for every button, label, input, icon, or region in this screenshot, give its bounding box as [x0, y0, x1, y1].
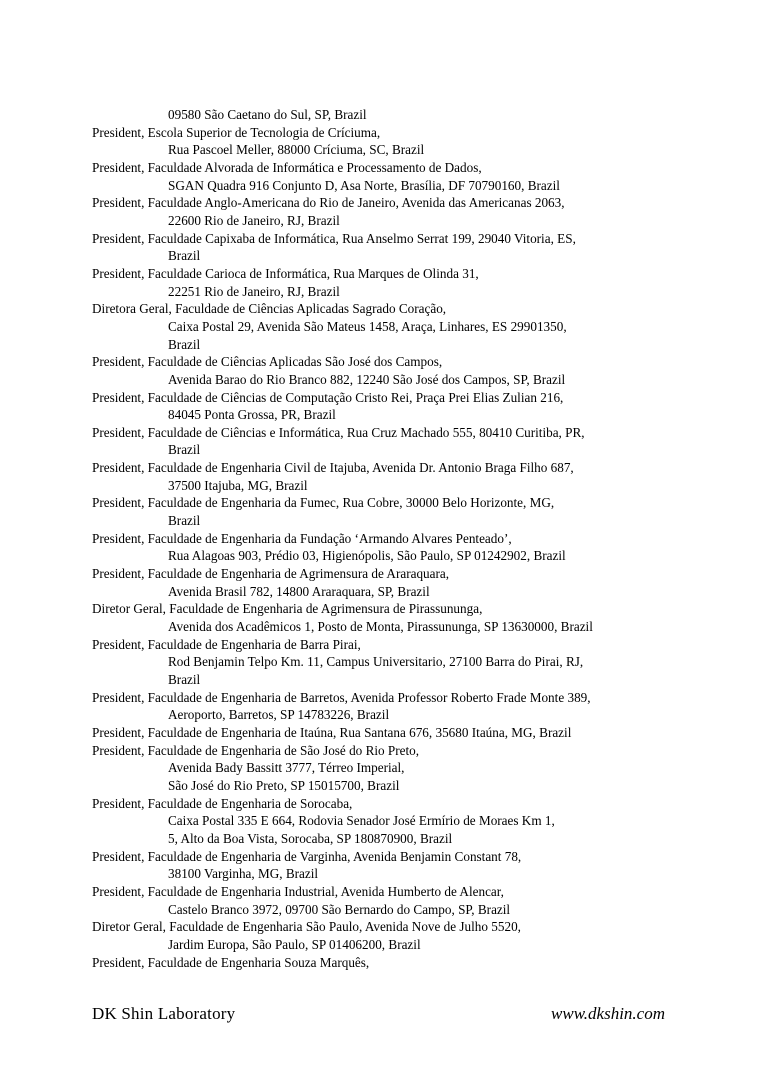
address-continuation-line: Jardim Europa, São Paulo, SP 01406200, Brazil	[168, 936, 421, 952]
entry-heading-line: President, Faculdade de Engenharia de Barra Pirai,	[92, 636, 361, 652]
entry-heading-line: President, Faculdade de Engenharia da Fumec, Rua Cobre, 30000 Belo Horizonte, MG,	[92, 495, 555, 511]
address-continuation-line: Castelo Branco 3972, 09700 São Bernardo do Campo, SP, Brazil	[168, 901, 511, 917]
address-continuation-line: Brazil	[168, 248, 201, 264]
address-continuation-line: 84045 Ponta Grossa, PR, Brazil	[168, 407, 336, 423]
address-continuation-line: Caixa Postal 335 E 664, Rodovia Senador José Ermírio de Moraes Km 1,	[168, 813, 555, 829]
entry-heading-line: President, Faculdade de Engenharia de Barretos, Avenida Professor Roberto Frade Monte 389,	[92, 689, 591, 705]
footer-publisher: DK Shin Laboratory	[92, 1004, 236, 1023]
address-continuation-line: 22251 Rio de Janeiro, RJ, Brazil	[168, 283, 340, 299]
address-continuation-line: 38100 Varginha, MG, Brazil	[168, 866, 319, 882]
entry-heading-line: President, Faculdade de Engenharia Industrial, Avenida Humberto de Alencar,	[92, 883, 504, 899]
entry-heading-line: President, Faculdade Alvorada de Informática e Processamento de Dados,	[92, 159, 482, 175]
address-continuation-line: Avenida Bady Bassitt 3777, Térreo Imperial,	[168, 760, 405, 776]
address-continuation-line: 22600 Rio de Janeiro, RJ, Brazil	[168, 212, 340, 228]
entry-heading-line: President, Faculdade de Engenharia de Itaúna, Rua Santana 676, 35680 Itaúna, MG, Brazil	[92, 724, 572, 740]
address-continuation-line: Brazil	[168, 442, 201, 458]
entry-heading-line: Diretor Geral, Faculdade de Engenharia de Agrimensura de Pirassununga,	[92, 601, 483, 617]
entry-heading-line: President, Faculdade Carioca de Informática, Rua Marques de Olinda 31,	[92, 265, 479, 281]
entry-heading-line: President, Faculdade de Ciências de Computação Cristo Rei, Praça Prei Elias Zulian 216,	[92, 389, 564, 405]
address-continuation-line: 37500 Itajuba, MG, Brazil	[168, 477, 308, 493]
entry-heading-line: Diretora Geral, Faculdade de Ciências Aplicadas Sagrado Coração,	[92, 301, 447, 317]
entry-heading-line: President, Escola Superior de Tecnologia de Críciuma,	[92, 124, 381, 140]
entry-heading-line: President, Faculdade Capixaba de Informática, Rua Anselmo Serrat 199, 29040 Vitoria, ES,	[92, 230, 576, 246]
address-continuation-line: 09580 São Caetano do Sul, SP, Brazil	[168, 107, 367, 122]
entry-heading-line: President, Faculdade de Engenharia da Fundação ‘Armando Alvares Penteado’,	[92, 530, 512, 546]
address-continuation-line: Brazil	[168, 336, 201, 352]
address-continuation-line: Rua Alagoas 903, Prédio 03, Higienópolis, São Paulo, SP 01242902, Brazil	[168, 548, 566, 564]
footer-website: www.dkshin.com	[551, 1004, 665, 1023]
address-list	[92, 106, 732, 971]
address-continuation-line: 5, Alto da Boa Vista, Sorocaba, SP 180870900, Brazil	[168, 830, 453, 846]
address-continuation-line: São José do Rio Preto, SP 15015700, Brazil	[168, 777, 400, 793]
address-continuation-line: Rua Pascoel Meller, 88000 Críciuma, SC, Brazil	[168, 142, 425, 158]
entry-heading-line: Diretor Geral, Faculdade de Engenharia São Paulo, Avenida Nove de Julho 5520,	[92, 919, 521, 935]
address-continuation-line: SGAN Quadra 916 Conjunto D, Asa Norte, Brasília, DF 70790160, Brazil	[168, 177, 560, 193]
address-continuation-line: Brazil	[168, 672, 201, 687]
entry-heading-line: President, Faculdade Anglo-Americana do Rio de Janeiro, Avenida das Americanas 2063,	[92, 195, 565, 211]
entry-heading-line: President, Faculdade de Ciências Aplicadas São José dos Campos,	[92, 354, 443, 370]
entry-heading-line: President, Faculdade de Ciências e Informática, Rua Cruz Machado 555, 80410 Curitiba, PR,	[92, 424, 585, 440]
address-continuation-line: Aeroporto, Barretos, SP 14783226, Brazil	[168, 707, 390, 723]
entry-heading-line: President, Faculdade de Engenharia de Agrimensura de Araraquara,	[92, 566, 450, 582]
entry-heading-line: President, Faculdade de Engenharia Souza Marquês,	[92, 954, 370, 970]
entry-heading-line: President, Faculdade de Engenharia Civil de Itajuba, Avenida Dr. Antonio Braga Filho 687,	[92, 460, 574, 476]
address-continuation-line: Avenida Brasil 782, 14800 Araraquara, SP, Brazil	[168, 583, 430, 599]
entry-heading-line: President, Faculdade de Engenharia de Varginha, Avenida Benjamin Constant 78,	[92, 848, 522, 864]
address-continuation-line: Brazil	[168, 513, 201, 529]
entry-heading-line: President, Faculdade de Engenharia de Sorocaba,	[92, 795, 353, 811]
address-continuation-line: Caixa Postal 29, Avenida São Mateus 1458, Araça, Linhares, ES 29901350,	[168, 318, 567, 334]
entry-heading-line: President, Faculdade de Engenharia de São José do Rio Preto,	[92, 742, 420, 758]
address-continuation-line: Rod Benjamin Telpo Km. 11, Campus Universitario, 27100 Barra do Pirai, RJ,	[168, 654, 584, 670]
address-continuation-line: Avenida Barao do Rio Branco 882, 12240 São José dos Campos, SP, Brazil	[168, 371, 566, 387]
address-continuation-line: Avenida dos Acadêmicos 1, Posto de Monta, Pirassununga, SP 13630000, Brazil	[168, 619, 593, 635]
